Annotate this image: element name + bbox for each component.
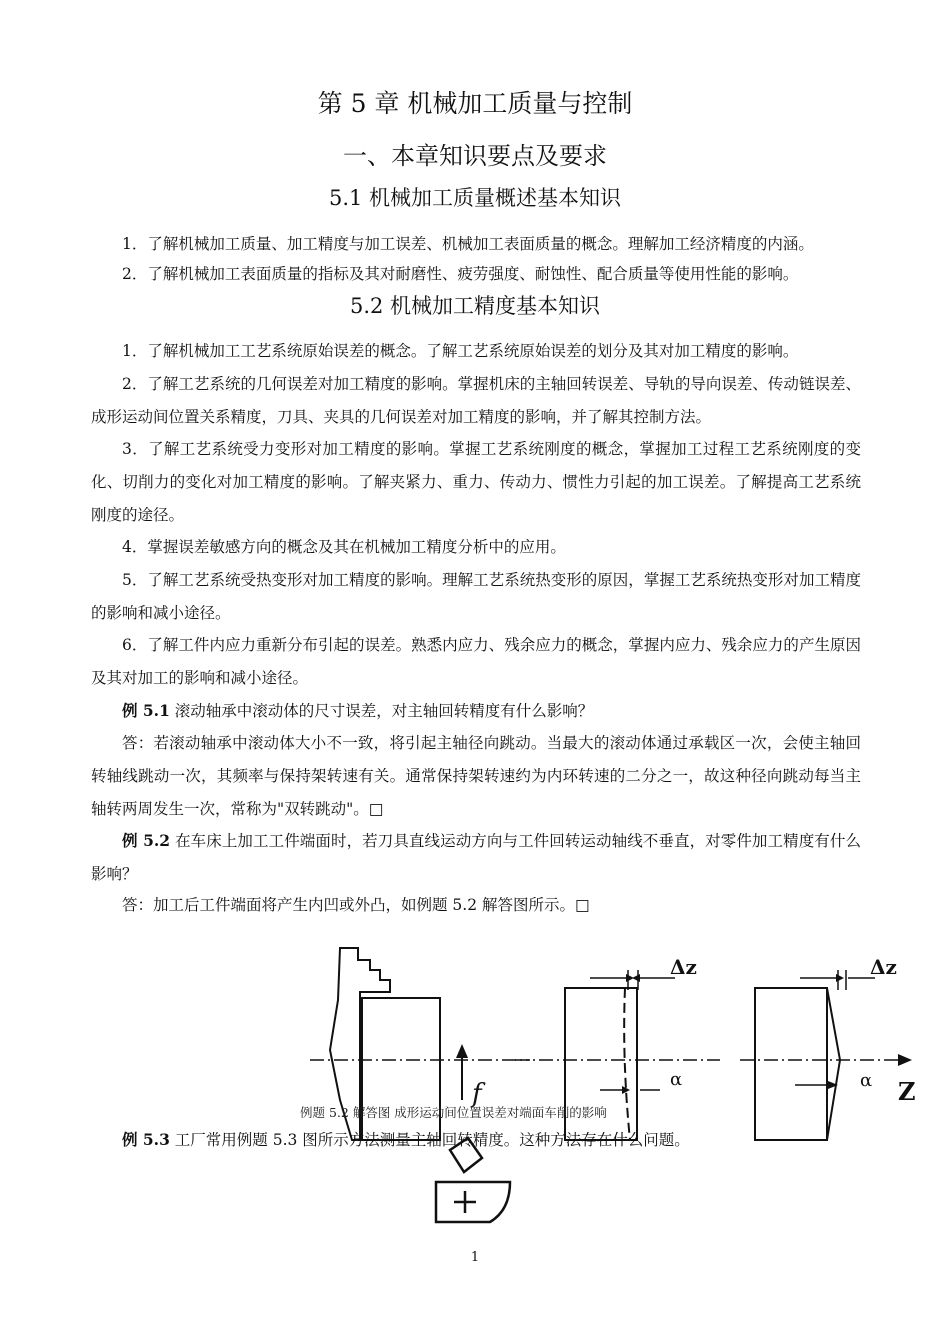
s52-item-1: 1．了解机械加工工艺系统原始误差的概念。了解工艺系统原始误差的划分及其对加工精度的影响。	[122, 342, 799, 360]
example-5-2-answer: 答：加工后工件端面将产生内凹或外凸，如例题 5.2 解答图所示。□	[122, 896, 590, 914]
label-z-axis: Z	[898, 1077, 916, 1106]
chapter-title: 第 5 章 机械加工质量与控制	[317, 89, 633, 118]
example-5-1-question	[91, 694, 861, 728]
s52-item-3: 3．了解工艺系统受力变形对加工精度的影响。掌握工艺系统刚度的概念，掌握加工过程工艺系统刚度的变化、切削力的变化对加工精度的影响。了解夹紧力、重力、传动力、惯性力引起的加工误差。了解提高工艺系统刚度的途径。	[91, 440, 861, 524]
example-5-3-label: 例 5.3	[122, 1130, 170, 1149]
label-dz-middle: Δz	[670, 955, 697, 979]
z-axis-arrowhead	[898, 1054, 912, 1066]
s52-item-5: 5．了解工艺系统受热变形对加工精度的影响。理解工艺系统热变形的原因，掌握工艺系统热变形对加工精度的影响和减小途径。	[91, 571, 861, 622]
example-5-3	[122, 1128, 690, 1150]
right-dz-arrowhead-left	[836, 974, 844, 982]
subsection-5-1-title: 5.1 机械加工质量概述基本知识	[328, 186, 622, 210]
example-5-2-label: 例 5.2	[122, 831, 171, 850]
s52-item-6: 6．了解工件内应力重新分布引起的误差。熟悉内应力、残余应力的概念，掌握内应力、残余应力的产生原因及其对加工的影响和减小途径。	[91, 636, 861, 687]
example-5-1-answer: 答：若滚动轴承中滚动体大小不一致，将引起主轴径向跳动。当最大的滚动体通过承载区一次，会使主轴回转轴线跳动一次，其频率与保持架转速有关。通常保持架转速约为内环转速的二分之一，故这种径向跳动每当主轴转两周发生一次，常称为"双转跳动"。□	[91, 734, 861, 818]
s51-item-2: 2．了解机械加工表面质量的指标及其对耐磨性、疲劳强度、耐蚀性、配合质量等使用性能的影响。	[122, 265, 799, 283]
s52-item-2: 2．了解工艺系统的几何误差对加工精度的影响。掌握机床的主轴回转误差、导轨的导向误差、传动链误差、成形运动间位置关系精度，刀具、夹具的几何误差对加工精度的影响，并了解其控制方法。	[91, 375, 861, 426]
label-alpha-right: α	[860, 1070, 873, 1091]
s51-item-1: 1．了解机械加工质量、加工精度与加工误差、机械加工表面质量的概念。理解加工经济精度的内涵。	[122, 235, 814, 253]
s52-item-4: 4．掌握误差敏感方向的概念及其在机械加工精度分析中的应用。	[122, 538, 566, 556]
label-f: f	[472, 1079, 482, 1109]
example-5-2-question	[91, 824, 861, 891]
feed-arrow-head	[456, 1044, 468, 1058]
right-workpiece	[755, 988, 827, 1140]
middle-dz-arrowhead-right	[632, 974, 640, 982]
example-5-1-label: 例 5.1	[122, 701, 170, 720]
page-number: 1	[470, 1250, 480, 1265]
figure-5-2-caption: 例题 5.2 解答图 成形运动间位置误差对端面车削的影响	[300, 1105, 607, 1120]
right-convex-face	[827, 988, 840, 1140]
example-5-3-text: 工厂常用例题 5.3 图所示方法测量主轴回转精度。这种方法存在什么问题。	[169, 1131, 690, 1149]
label-dz-right: Δz	[870, 955, 897, 979]
example-5-1-text: 滚动轴承中滚动体的尺寸误差，对主轴回转精度有什么影响？	[169, 702, 594, 720]
label-alpha-middle: α	[670, 1069, 683, 1090]
probe-holder	[450, 1138, 482, 1172]
example-5-2-text: 在车床上加工工件端面时，若刀具直线运动方向与工件回转运动轴线不垂直，对零件加工精度有什么影响？	[91, 832, 861, 883]
figure-5-3-drawing	[410, 1130, 540, 1226]
subsection-5-2-title: 5.2 机械加工精度基本知识	[349, 294, 601, 318]
section-title: 一、本章知识要点及要求	[343, 142, 607, 170]
